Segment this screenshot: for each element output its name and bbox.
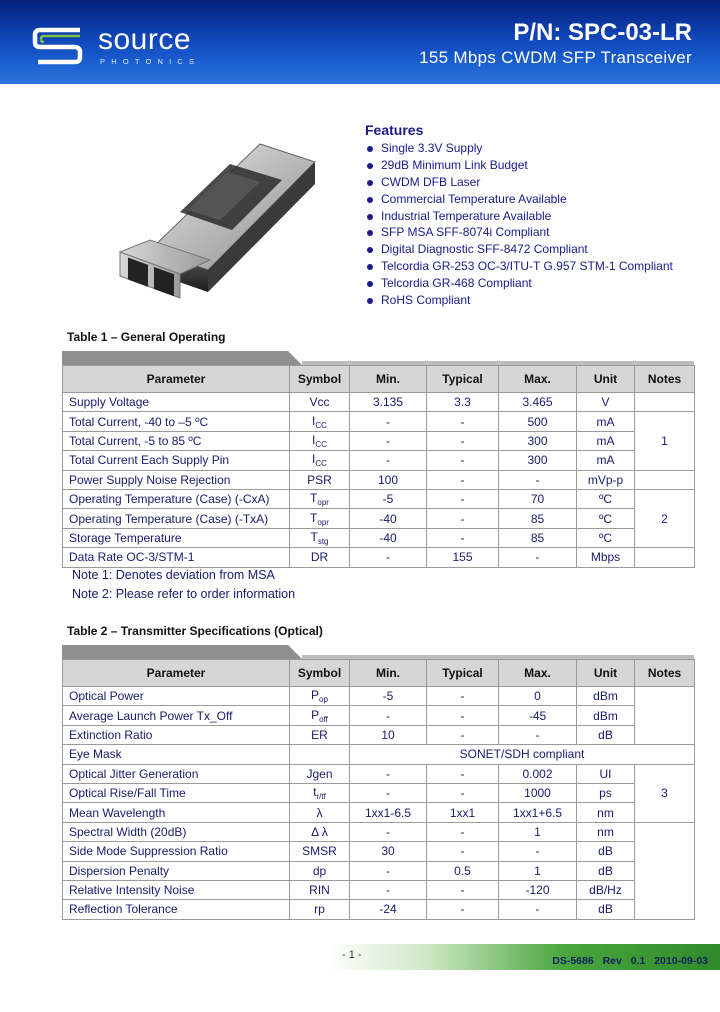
- typical-cell: -: [427, 451, 499, 470]
- min-cell: -5: [350, 687, 427, 706]
- max-cell: 500: [499, 412, 577, 431]
- max-cell: -: [499, 842, 577, 861]
- symbol-cell: [290, 706, 350, 725]
- parameter-cell: Total Current Each Supply Pin: [63, 451, 290, 470]
- feature-item: Telcordia GR-253 OC-3/ITU-T G.957 STM-1 Compliant: [367, 259, 673, 276]
- col-header: Notes: [635, 660, 695, 687]
- symbol-subscript: CC: [315, 459, 327, 469]
- typical-cell: -: [427, 489, 499, 508]
- symbol-cell: [290, 822, 350, 841]
- table-row: [63, 803, 695, 822]
- col-header: Parameter: [63, 366, 290, 393]
- unit-cell: UI: [577, 764, 635, 783]
- min-cell: -: [350, 783, 427, 802]
- unit-cell: mA: [577, 431, 635, 450]
- typical-cell: -: [427, 412, 499, 431]
- page-header: [0, 0, 720, 84]
- symbol-text: Vcc: [309, 395, 330, 410]
- symbol-cell: [290, 783, 350, 802]
- table1-footnote: Note 2: Please refer to order information: [72, 587, 296, 601]
- col-header: Max.: [499, 366, 577, 393]
- typical-cell: -: [427, 783, 499, 802]
- symbol-subscript: op: [319, 695, 328, 705]
- symbol-text: ER: [311, 727, 328, 742]
- col-header: Min.: [350, 366, 427, 393]
- unit-cell: dB: [577, 725, 635, 744]
- min-cell: -: [350, 431, 427, 450]
- part-number: P/N: SPC-03-LR: [513, 19, 692, 46]
- table-row: [63, 393, 695, 412]
- unit-cell: dB/Hz: [577, 880, 635, 899]
- symbol-cell: [290, 764, 350, 783]
- symbol-text: T: [310, 529, 318, 544]
- notes-cell: 1: [635, 412, 695, 470]
- table2-caption: Table 2 – Transmitter Specifications (Optical): [67, 624, 323, 638]
- symbol-subscript: off: [319, 714, 328, 724]
- document-id: DS-5686 Rev 0.1 2010-09-03: [552, 955, 708, 967]
- symbol-text: T: [310, 491, 318, 506]
- max-cell: 1: [499, 861, 577, 880]
- notes-cell: [635, 393, 695, 412]
- typical-cell: -: [427, 900, 499, 919]
- typical-cell: 1xx1: [427, 803, 499, 822]
- unit-cell: dB: [577, 900, 635, 919]
- parameter-cell: Storage Temperature: [63, 528, 290, 547]
- parameter-cell: Spectral Width (20dB): [63, 822, 290, 841]
- min-cell: -5: [350, 489, 427, 508]
- unit-cell: nm: [577, 822, 635, 841]
- table-header-row: [63, 660, 695, 687]
- unit-cell: nm: [577, 803, 635, 822]
- table-row: [63, 528, 695, 547]
- min-cell: -40: [350, 509, 427, 528]
- min-cell: -: [350, 548, 427, 567]
- typical-cell: -: [427, 842, 499, 861]
- typical-cell: 0.5: [427, 861, 499, 880]
- symbol-cell: [290, 393, 350, 412]
- symbol-cell: [290, 880, 350, 899]
- feature-item: Single 3.3V Supply: [367, 141, 673, 158]
- table-row: [63, 412, 695, 431]
- symbol-cell: [290, 548, 350, 567]
- max-cell: -120: [499, 880, 577, 899]
- symbol-cell: [290, 803, 350, 822]
- table-row: [63, 764, 695, 783]
- symbol-cell: [290, 725, 350, 744]
- eye-mask-value-cell: SONET/SDH compliant: [350, 745, 695, 764]
- col-header: Symbol: [290, 366, 350, 393]
- symbol-text: rp: [314, 902, 325, 917]
- logo-tagline: PHOTONICS: [100, 57, 201, 66]
- feature-item: SFP MSA SFF-8074i Compliant: [367, 225, 673, 242]
- symbol-cell: [290, 861, 350, 880]
- symbol-cell: [290, 842, 350, 861]
- general-operating-table: [62, 365, 695, 568]
- typical-cell: -: [427, 431, 499, 450]
- max-cell: 1000: [499, 783, 577, 802]
- unit-cell: dBm: [577, 706, 635, 725]
- typical-cell: -: [427, 509, 499, 528]
- col-header: Parameter: [63, 660, 290, 687]
- table2-header-bar: [62, 645, 694, 659]
- max-cell: 85: [499, 509, 577, 528]
- table-row: [63, 489, 695, 508]
- parameter-cell: Operating Temperature (Case) (-TxA): [63, 509, 290, 528]
- table1-header-bar: [62, 351, 694, 365]
- symbol-text: I: [312, 452, 316, 467]
- col-header: Notes: [635, 366, 695, 393]
- unit-cell: dB: [577, 842, 635, 861]
- min-cell: -40: [350, 528, 427, 547]
- notes-cell: [635, 687, 695, 745]
- table-row: [63, 725, 695, 744]
- table-header-row: [63, 366, 695, 393]
- table-row: [63, 745, 695, 764]
- unit-cell: ºC: [577, 528, 635, 547]
- parameter-cell: Optical Jitter Generation: [63, 764, 290, 783]
- symbol-subscript: CC: [315, 420, 327, 430]
- typical-cell: -: [427, 880, 499, 899]
- symbol-text: RIN: [309, 883, 330, 898]
- unit-cell: Mbps: [577, 548, 635, 567]
- feature-item: RoHS Compliant: [367, 293, 673, 310]
- max-cell: 300: [499, 431, 577, 450]
- table-row: [63, 822, 695, 841]
- max-cell: 70: [499, 489, 577, 508]
- feature-item: Telcordia GR-468 Compliant: [367, 276, 673, 293]
- typical-cell: -: [427, 822, 499, 841]
- typical-cell: -: [427, 764, 499, 783]
- min-cell: -24: [350, 900, 427, 919]
- table-row: [63, 509, 695, 528]
- unit-cell: dB: [577, 861, 635, 880]
- parameter-cell: Operating Temperature (Case) (-CxA): [63, 489, 290, 508]
- feature-item: Digital Diagnostic SFF-8472 Compliant: [367, 242, 673, 259]
- parameter-cell: Power Supply Noise Rejection: [63, 470, 290, 489]
- feature-item: 29dB Minimum Link Budget: [367, 158, 673, 175]
- col-header: Typical: [427, 366, 499, 393]
- col-header: Symbol: [290, 660, 350, 687]
- notes-cell: 2: [635, 489, 695, 547]
- min-cell: 30: [350, 842, 427, 861]
- unit-cell: V: [577, 393, 635, 412]
- symbol-subscript: opr: [317, 517, 329, 527]
- symbol-text: dp: [312, 863, 327, 878]
- sfp-transceiver-image: [110, 132, 320, 302]
- parameter-cell: Supply Voltage: [63, 393, 290, 412]
- logo-wordmark: source: [98, 23, 192, 56]
- min-cell: -: [350, 880, 427, 899]
- symbol-cell: [290, 745, 350, 764]
- parameter-cell: Extinction Ratio: [63, 725, 290, 744]
- unit-cell: ºC: [577, 489, 635, 508]
- table-row: [63, 880, 695, 899]
- symbol-text: I: [312, 413, 316, 428]
- symbol-text: P: [311, 707, 320, 722]
- col-header: Unit: [577, 366, 635, 393]
- unit-cell: mVp-p: [577, 470, 635, 489]
- features-list: [367, 141, 673, 310]
- table-row: [63, 861, 695, 880]
- feature-item: CWDM DFB Laser: [367, 175, 673, 192]
- min-cell: -: [350, 764, 427, 783]
- symbol-text: DR: [310, 550, 329, 565]
- parameter-cell: Data Rate OC-3/STM-1: [63, 548, 290, 567]
- symbol-cell: [290, 528, 350, 547]
- parameter-cell: Average Launch Power Tx_Off: [63, 706, 290, 725]
- symbol-cell: [290, 509, 350, 528]
- symbol-cell: [290, 431, 350, 450]
- table-row: [63, 706, 695, 725]
- parameter-cell: Dispersion Penalty: [63, 861, 290, 880]
- typical-cell: 155: [427, 548, 499, 567]
- max-cell: -45: [499, 706, 577, 725]
- parameter-cell: Relative Intensity Noise: [63, 880, 290, 899]
- symbol-subscript: opr: [317, 498, 329, 508]
- parameter-cell: Optical Power: [63, 687, 290, 706]
- typical-cell: -: [427, 706, 499, 725]
- symbol-cell: [290, 470, 350, 489]
- col-header: Typical: [427, 660, 499, 687]
- symbol-text: t: [313, 785, 317, 800]
- max-cell: 1: [499, 822, 577, 841]
- min-cell: 3.135: [350, 393, 427, 412]
- table-row: [63, 900, 695, 919]
- symbol-text: PSR: [307, 472, 332, 487]
- max-cell: -: [499, 470, 577, 489]
- table-row: [63, 548, 695, 567]
- min-cell: -: [350, 706, 427, 725]
- max-cell: -: [499, 548, 577, 567]
- max-cell: -: [499, 725, 577, 744]
- min-cell: 1xx1-6.5: [350, 803, 427, 822]
- max-cell: 3.465: [499, 393, 577, 412]
- feature-item: Industrial Temperature Available: [367, 209, 673, 226]
- table1-caption: Table 1 – General Operating: [67, 330, 226, 344]
- col-header: Min.: [350, 660, 427, 687]
- symbol-cell: [290, 412, 350, 431]
- table-row: [63, 431, 695, 450]
- min-cell: -: [350, 412, 427, 431]
- symbol-text: T: [310, 510, 318, 525]
- symbol-text: Δ λ: [311, 824, 328, 839]
- typical-cell: -: [427, 725, 499, 744]
- min-cell: 10: [350, 725, 427, 744]
- table1-footnote: Note 1: Denotes deviation from MSA: [72, 568, 275, 582]
- parameter-cell: Optical Rise/Fall Time: [63, 783, 290, 802]
- symbol-cell: [290, 489, 350, 508]
- symbol-text: I: [312, 432, 316, 447]
- unit-cell: mA: [577, 451, 635, 470]
- symbol-text: Jgen: [306, 766, 333, 781]
- unit-cell: dBm: [577, 687, 635, 706]
- col-header: Unit: [577, 660, 635, 687]
- feature-item: Commercial Temperature Available: [367, 192, 673, 209]
- min-cell: -: [350, 451, 427, 470]
- min-cell: 100: [350, 470, 427, 489]
- max-cell: 85: [499, 528, 577, 547]
- symbol-cell: [290, 900, 350, 919]
- unit-cell: mA: [577, 412, 635, 431]
- features-heading: Features: [365, 122, 424, 138]
- notes-cell: [635, 822, 695, 919]
- typical-cell: -: [427, 687, 499, 706]
- table-row: [63, 470, 695, 489]
- parameter-cell: Reflection Tolerance: [63, 900, 290, 919]
- page-number: - 1 -: [342, 949, 362, 961]
- table-row: [63, 451, 695, 470]
- table-row: [63, 842, 695, 861]
- min-cell: -: [350, 861, 427, 880]
- typical-cell: 3.3: [427, 393, 499, 412]
- table-row: [63, 783, 695, 802]
- symbol-subscript: CC: [315, 439, 327, 449]
- product-subtitle: 155 Mbps CWDM SFP Transceiver: [419, 48, 692, 67]
- symbol-text: SMSR: [302, 844, 337, 859]
- max-cell: 0.002: [499, 764, 577, 783]
- parameter-cell: Side Mode Suppression Ratio: [63, 842, 290, 861]
- typical-cell: -: [427, 528, 499, 547]
- notes-cell: 3: [635, 764, 695, 822]
- symbol-cell: [290, 451, 350, 470]
- col-header: Max.: [499, 660, 577, 687]
- notes-cell: [635, 470, 695, 489]
- max-cell: 0: [499, 687, 577, 706]
- max-cell: 1xx1+6.5: [499, 803, 577, 822]
- parameter-cell: Mean Wavelength: [63, 803, 290, 822]
- symbol-subscript: r/tf: [316, 792, 326, 802]
- symbol-text: λ: [316, 805, 323, 820]
- table-row: [63, 687, 695, 706]
- transmitter-optical-table: [62, 659, 695, 920]
- min-cell: -: [350, 822, 427, 841]
- max-cell: -: [499, 900, 577, 919]
- symbol-subscript: stg: [317, 536, 329, 546]
- parameter-cell: Total Current, -40 to –5 ºC: [63, 412, 290, 431]
- parameter-cell: Total Current, -5 to 85 ºC: [63, 431, 290, 450]
- unit-cell: ºC: [577, 509, 635, 528]
- parameter-cell: Eye Mask: [63, 745, 290, 764]
- symbol-cell: [290, 687, 350, 706]
- notes-cell: [635, 548, 695, 567]
- symbol-text: P: [311, 688, 320, 703]
- source-photonics-logo-icon: [30, 24, 90, 68]
- typical-cell: -: [427, 470, 499, 489]
- max-cell: 300: [499, 451, 577, 470]
- unit-cell: ps: [577, 783, 635, 802]
